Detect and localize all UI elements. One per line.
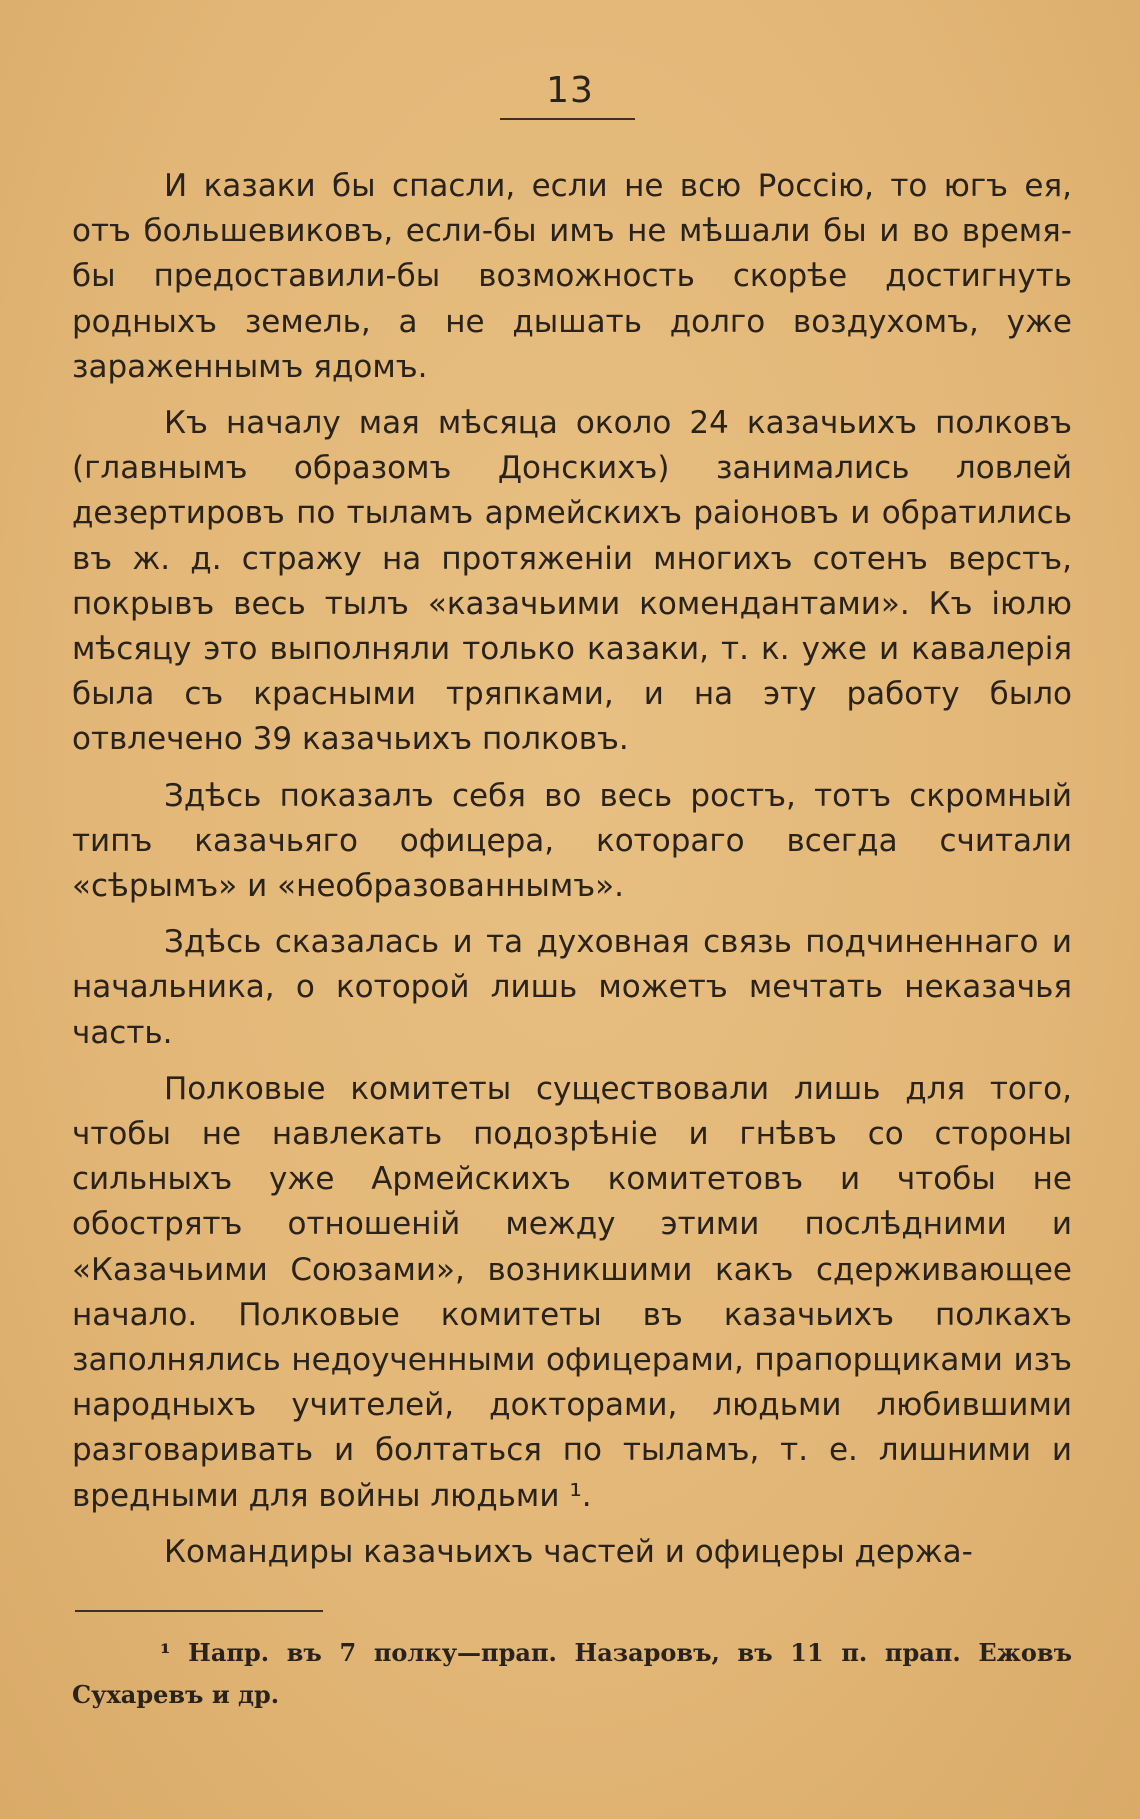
page-number-rule [500,118,635,120]
footnote-rule [75,1610,323,1612]
paragraph: Здѣсь сказалась и та духовная связь подчиненнаго и начальника, о которой лишь можетъ мечтать неказачья часть. [72,924,1072,1051]
paragraph: Командиры казачьихъ частей и офицеры держа- [164,1533,973,1570]
paragraph: Къ началу мая мѣсяца около 24 казачьихъ полковъ (главнымъ образомъ Донскихъ) занимались ловлей дезертировъ по тыламъ армейскихъ раіоновъ и обратились въ ж. д. стражу на протяженіи многихъ сотенъ верстъ, покрывъ весь тылъ «казачьими комендантами». Къ іюлю мѣсяцу это выполняли только казаки, т. к. уже и кавалерія была съ красными тряпками, и на эту работу было отвлечено 39 казачьихъ полковъ. [72,405,1072,758]
paragraph: И казаки бы спасли, если не всю Россію, то югъ ея, отъ большевиковъ, если-бы имъ не мѣшали бы и во время-бы предоставили-бы возможность скорѣе достигнуть родныхъ земель, а не дышать долго воздухомъ, уже зараженнымъ ядомъ. [72,168,1072,385]
paragraph: Здѣсь показалъ себя во весь ростъ, тотъ скромный типъ казачьяго офицера, котораго всегда считали «сѣрымъ» и «необразованнымъ». [72,777,1072,905]
paragraph: Полковые комитеты существовали лишь для того, чтобы не навлекать подозрѣніе и гнѣвъ со стороны сильныхъ уже Армейскихъ комитетовъ и чтобы не обострятъ отношеній между этими послѣдними и «Казачьими Союзами», возникшими какъ сдерживающее начало. Полковые комитеты въ казачьихъ полкахъ заполнялись недоученными офицерами, прапорщиками изъ народныхъ учителей, докторами, людьми любившими разговаривать и болтаться по тыламъ, т. е. лишними и вредными для войны людьми ¹. [72,1070,1072,1514]
footnote: ¹ Напр. въ 7 полку—прап. Назаровъ, въ 11 п. прап. Ежовъ Сухаревъ и др. [72,1638,1072,1709]
page-number: 13 [546,70,594,111]
body-text [72,164,1072,1586]
